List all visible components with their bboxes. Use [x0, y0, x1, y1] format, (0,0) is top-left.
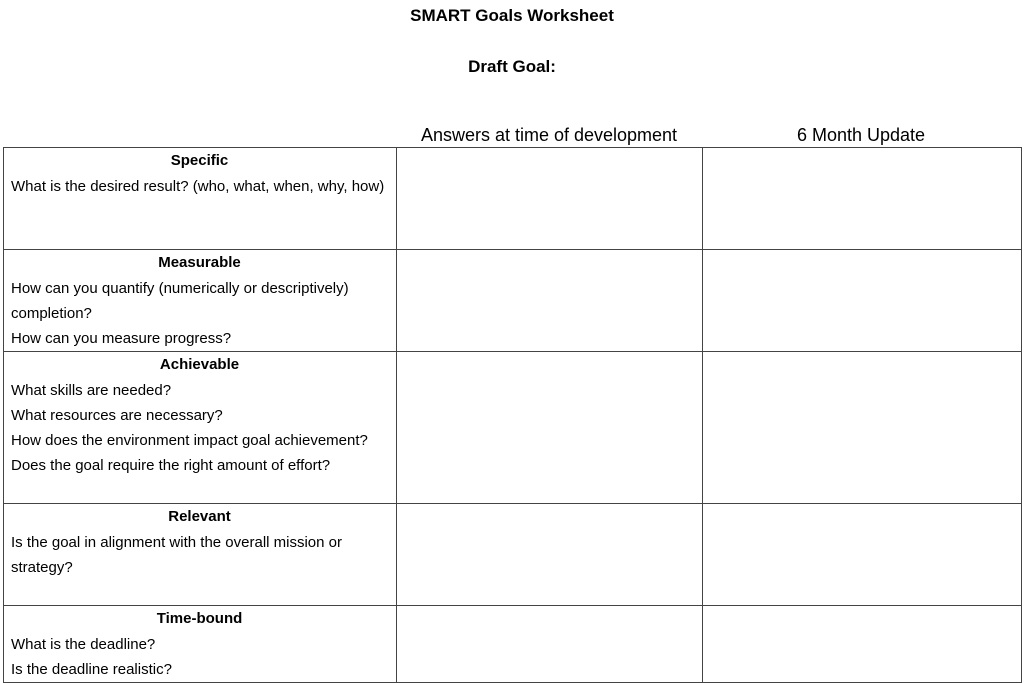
update-answer-cell-achievable[interactable] — [703, 352, 1022, 504]
criterion-title: Achievable — [159, 356, 240, 373]
criterion-cell-measurable — [4, 250, 397, 352]
table-row-specific — [4, 148, 1022, 250]
criterion-question: Is the goal in alignment with the overall mission or strategy? — [11, 534, 342, 576]
criterion-question: What is the deadline? — [11, 636, 156, 653]
criterion-question: How can you quantify (numerically or descriptively) completion? — [11, 280, 349, 322]
criterion-question: What resources are necessary? — [11, 407, 223, 424]
criterion-title: Time-bound — [156, 610, 243, 627]
update-answer-cell-measurable[interactable] — [703, 250, 1022, 352]
table-row-measurable — [4, 250, 1022, 352]
criterion-title: Measurable — [158, 254, 241, 271]
criterion-title: Specific — [170, 152, 229, 169]
development-answer-cell-specific[interactable] — [397, 148, 703, 250]
criterion-question: Is the deadline realistic? — [11, 661, 172, 678]
column-header-development: Answers at time of development — [420, 125, 678, 145]
development-answer-cell-time-bound[interactable] — [397, 606, 703, 683]
table-row-time-bound — [4, 606, 1022, 683]
criterion-question: How does the environment impact goal achievement? — [11, 432, 368, 449]
table-row-achievable — [4, 352, 1022, 504]
update-answer-cell-specific[interactable] — [703, 148, 1022, 250]
update-answer-cell-relevant[interactable] — [703, 504, 1022, 606]
criterion-question: What is the desired result? (who, what, when, why, how) — [11, 178, 385, 195]
development-answer-cell-achievable[interactable] — [397, 352, 703, 504]
criterion-question: Does the goal require the right amount of effort? — [11, 457, 331, 474]
criterion-cell-relevant — [4, 504, 397, 606]
criterion-question: What skills are needed? — [11, 382, 172, 399]
table-row-relevant — [4, 504, 1022, 606]
criterion-cell-specific — [4, 148, 397, 250]
criterion-title: Relevant — [168, 508, 231, 525]
criterion-cell-time-bound — [4, 606, 397, 683]
update-answer-cell-time-bound[interactable] — [703, 606, 1022, 683]
development-answer-cell-measurable[interactable] — [397, 250, 703, 352]
column-header-update: 6 Month Update — [796, 125, 926, 145]
smart-goals-table — [3, 147, 1022, 683]
criterion-cell-achievable — [4, 352, 397, 504]
worksheet-title: SMART Goals Worksheet — [410, 6, 614, 25]
development-answer-cell-relevant[interactable] — [397, 504, 703, 606]
criterion-question: How can you measure progress? — [11, 330, 232, 347]
draft-goal-label: Draft Goal: — [468, 57, 556, 76]
